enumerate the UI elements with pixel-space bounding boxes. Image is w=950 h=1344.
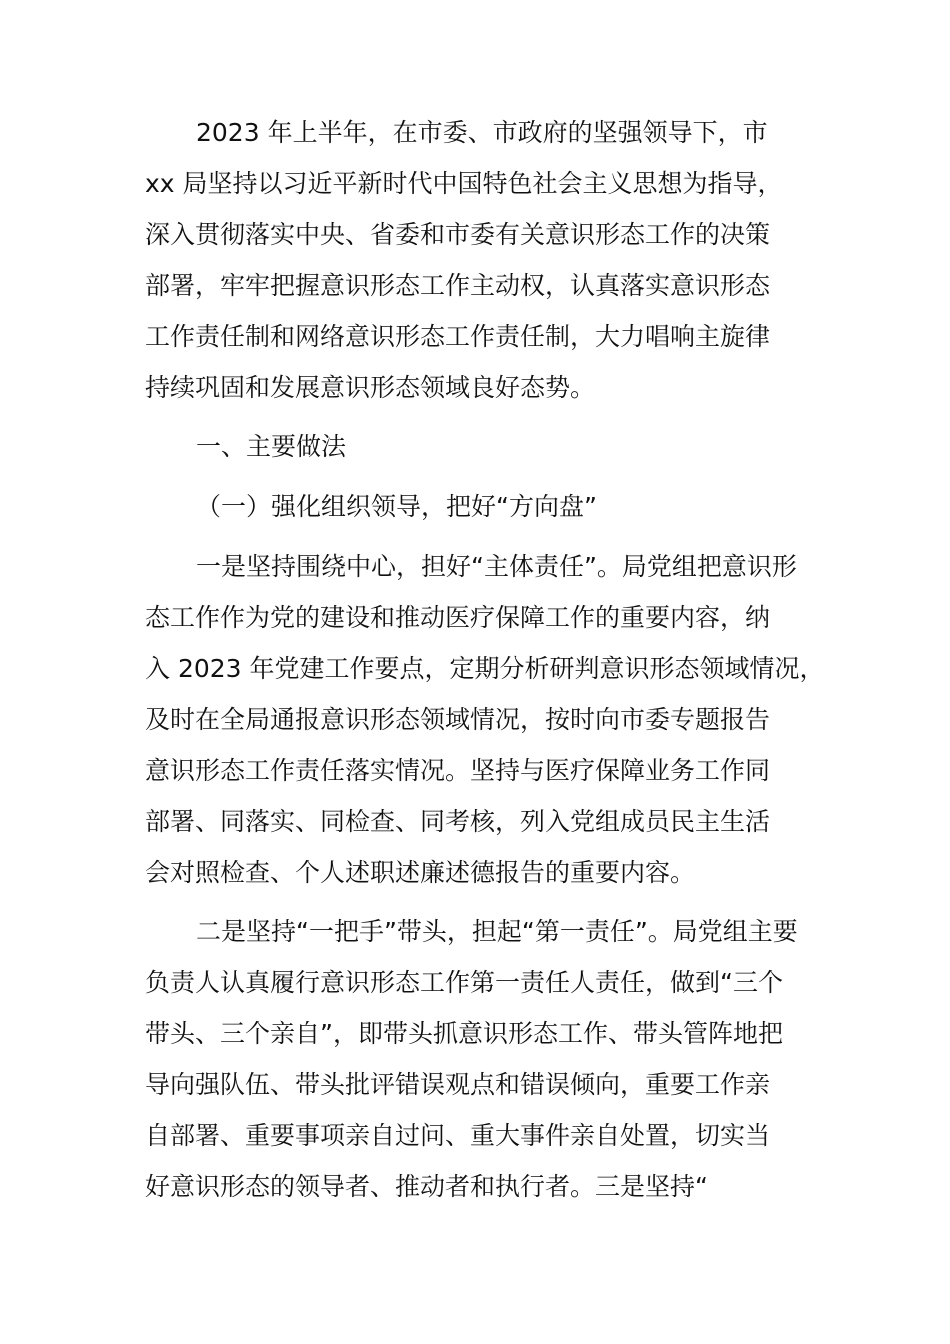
intro-line: 部署，牢牢把握意识形态工作主动权，认真落实意识形态 [145, 271, 771, 300]
intro-line: 2023 年上半年，在市委、市政府的坚强领导下，市 [196, 118, 768, 147]
section-heading: 一、主要做法 [196, 432, 347, 461]
paragraph-one-line: 意识形态工作责任落实情况。坚持与医疗保障业务工作同 [145, 756, 771, 785]
paragraph-one-line: 一是坚持围绕中心，担好“主体责任”。局党组把意识形 [196, 552, 797, 581]
paragraph-two-line: 二是坚持“一把手”带头，担起“第一责任”。局党组主要 [196, 917, 798, 946]
paragraph-two-line: 负责人认真履行意识形态工作第一责任人责任，做到“三个 [145, 968, 783, 997]
paragraph-two-line: 导向强队伍、带头批评错误观点和错误倾向，重要工作亲 [145, 1070, 771, 1099]
paragraph-one-line: 会对照检查、个人述职述廉述德报告的重要内容。 [145, 858, 696, 887]
paragraph-two-line: 带头、三个亲自”，即带头抓意识形态工作、带头管阵地把 [145, 1019, 783, 1048]
paragraph-one-line: 部署、同落实、同检查、同考核，列入党组成员民主生活 [145, 807, 771, 836]
intro-line: 工作责任制和网络意识形态工作责任制，大力唱响主旋律 [145, 322, 771, 351]
intro-line: 深入贯彻落实中央、省委和市委有关意识形态工作的决策 [145, 220, 771, 249]
intro-line: xx 局坚持以习近平新时代中国特色社会主义思想为指导， [145, 169, 783, 198]
paragraph-two-line: 自部署、重要事项亲自过问、重大事件亲自处置，切实当 [145, 1121, 771, 1150]
paragraph-two-line: 好意识形态的领导者、推动者和执行者。三是坚持“ [145, 1172, 708, 1201]
paragraph-one-line: 及时在全局通报意识形态领域情况，按时向市委专题报告 [145, 705, 771, 734]
paragraph-one-line: 态工作作为党的建设和推动医疗保障工作的重要内容，纳 [145, 603, 771, 632]
intro-line: 持续巩固和发展意识形态领域良好态势。 [145, 373, 596, 402]
subsection-heading: （一）强化组织领导，把好“方向盘” [196, 492, 597, 521]
paragraph-one-line: 入 2023 年党建工作要点，定期分析研判意识形态领域情况， [145, 654, 825, 683]
